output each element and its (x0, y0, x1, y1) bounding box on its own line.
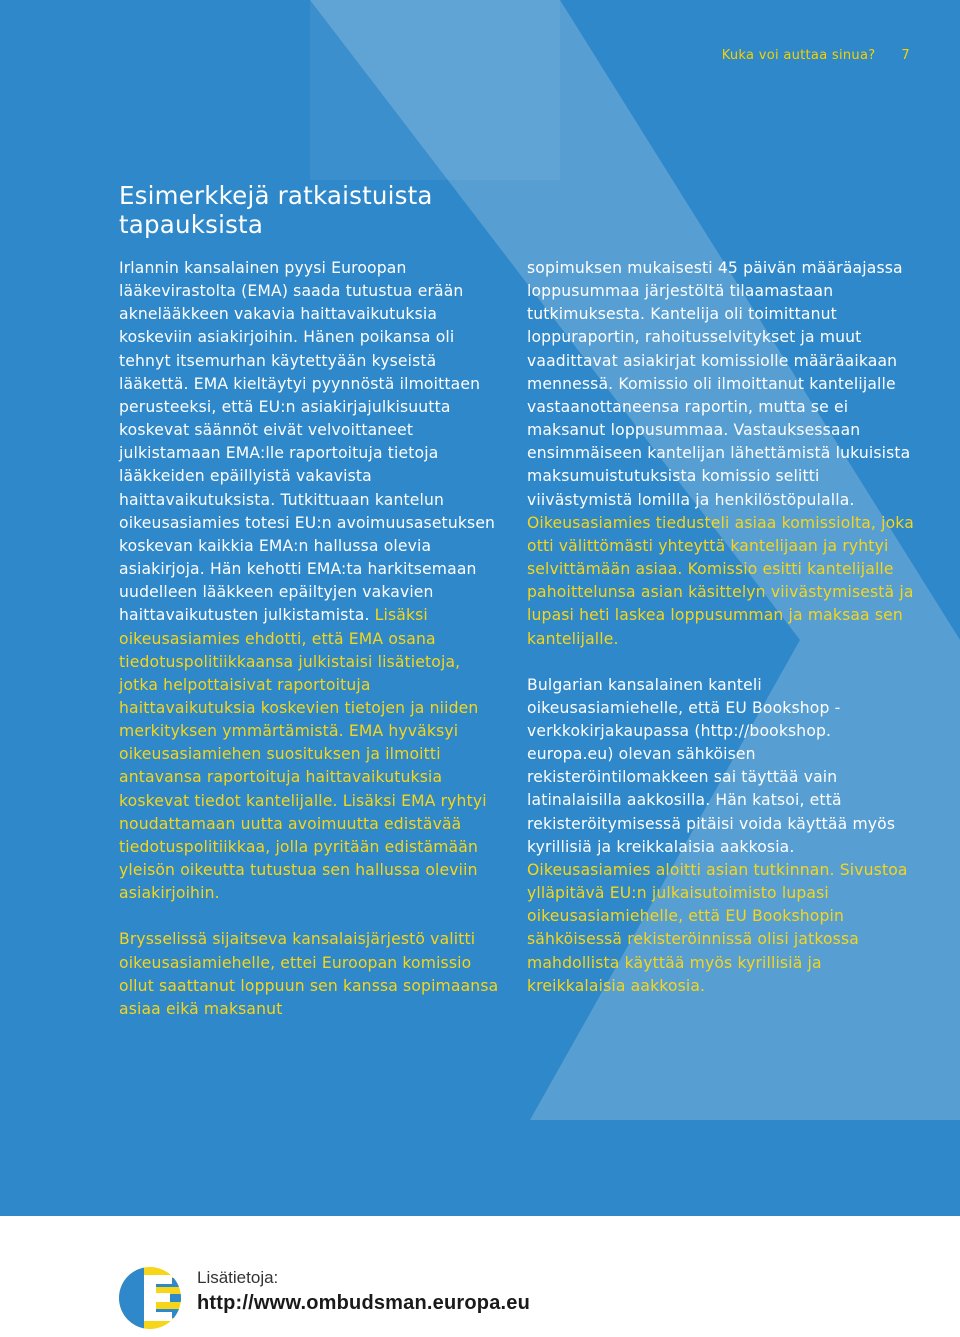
left-column (119, 257, 504, 1021)
case-2-text-start (119, 928, 504, 1021)
case-1-description: Irlannin kansalainen pyysi Euroopan lääkevirastolta (EMA) saada tutustua erään aknelääkkeen vakavia haittavaikutuksia koskeviin asiakirjoihin. Hänen poikansa oli tehnyt itsemurhan käytettyään kyseistä lääkettä. EMA kieltäytyi pyynnöstä ilmoittaen perusteeksi, että EU:n asiakirjajulkisuutta koskevat säännöt eivät velvoittaneet julkistamaan EMA:lle raportoituja tietoja lääkkeiden epäillyistä vakavista haittavaikutuksista. Tutkittuaan kantelun oikeusasiamies totesi EU:n avoimuusasetuksen koskevan kaikkia EMA:n hallussa olevia asiakirjoja. Hän kehotti EMA:ta harkitsemaan uudelleen lääkkeen epäiltyjen vakavien haittavaikutusten julkistamista. (119, 259, 496, 625)
footer-label: Lisätietoja: (197, 1268, 279, 1287)
case-3-outcome: Oikeusasiamies aloitti asian tutkinnan. Sivustoa ylläpitävä EU:n julkaisutoimisto lupasi oikeusasiamiehelle, että EU Bookshopin sähköisessä rekisteröinnissä olisi jatkossa mahdollista käyttää myös kyrillisiä ja kreikkalaisia aakkosia. (527, 860, 908, 995)
case-2-text-end (527, 257, 917, 651)
case-3-description: Bulgarian kansalainen kanteli oikeusasiamiehelle, että EU Bookshop -verkkokirjakaupassa (http://bookshop. europa.eu) olevan sähköisen rekisteröintilomakkeen sai täyttää vain latinalaisilla aakkosilla. Hän katsoi, että rekisteröitymisessä pitäisi voida käyttää myös kyrillisiä ja kreikkalaisia aakkosia. (527, 675, 896, 856)
right-column (527, 257, 917, 998)
case-2-description-start: Brysselissä sijaitseva kansalaisjärjestö valitti oikeusasiamiehelle, ettei Euroopan komissio ollut saattanut loppuun sen kanssa sopimaansa asiaa eikä maksanut (119, 930, 499, 1018)
footer-url-link[interactable]: http://www.ombudsman.europa.eu (197, 1292, 531, 1314)
case-3-text (527, 674, 917, 998)
case-2-description-end: sopimuksen mukaisesti 45 päivän määräajassa loppusummaa järjestöltä tilaamastaan tutkimuksesta. Kantelija oli toimittanut loppuraportin, rahoitusselvitykset ja muut vaadittavat asiakirjat komissiolle määräaikaan mennessä. Komissio oli ilmoittanut kantelijalle vastaanottaneensa raportin, mutta se ei maksanut loppusummaa. Vastauksessaan ensimmäiseen kantelijan lähettämistä lukuisista maksumuistutuksista komissio selitti viivästymistä lomilla ja henkilöstöpulalla. (527, 259, 911, 509)
case-1-text (119, 257, 504, 905)
page-number: 7 (901, 48, 910, 63)
page-header (722, 48, 910, 63)
case-1-outcome: Lisäksi oikeusasiamies ehdotti, että EMA osana tiedotuspolitiikkaansa julkistaisi lisätietoja, jotka helpottaisivat raportoituja haittavaikutuksia koskevien tietojen ja niiden merkityksen ymmärtämistä. EMA hyväksyi oikeusasiamiehen suosituksen ja ilmoitti antavansa raportoituja haittavaikutuksia koskevat tiedot kantelijalle. Lisäksi EMA ryhtyi noudattamaan uutta avoimuutta edistävää tiedotuspolitiikkaa, jolla pyritään edistämään yleisön oikeutta tutustua sen hallussa oleviin asiakirjoihin. (119, 606, 487, 903)
section-label: Kuka voi auttaa sinua? (721, 48, 876, 63)
page-title: Esimerkkejä ratkaistuista tapauksista (119, 181, 433, 239)
ombudsman-logo-icon (117, 1265, 183, 1331)
case-2-outcome: Oikeusasiamies tiedusteli asiaa komissiolta, joka otti välittömästi yhteyttä kantelijaan ja ryhtyi selvittämään asiaa. Komissio esitti kantelijalle pahoittelunsa asian käsittelyn viivästymisestä ja lupasi heti laskea loppusumman ja maksaa sen kantelijalle. (527, 513, 914, 648)
